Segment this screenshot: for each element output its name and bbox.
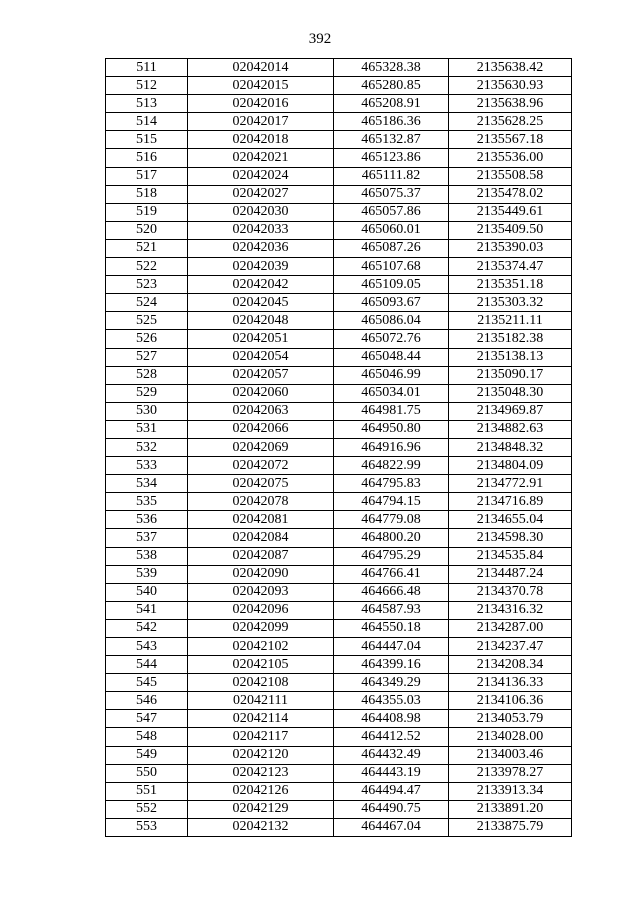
y-coordinate-cell: 2135211.11 bbox=[449, 312, 572, 330]
point-id-cell: 02042018 bbox=[188, 131, 334, 149]
row-number-cell: 526 bbox=[106, 330, 188, 348]
y-coordinate-cell: 2134882.63 bbox=[449, 420, 572, 438]
point-id-cell: 02042060 bbox=[188, 384, 334, 402]
row-number-cell: 521 bbox=[106, 239, 188, 257]
table-row bbox=[106, 475, 572, 493]
table-row bbox=[106, 131, 572, 149]
row-number-cell: 552 bbox=[106, 800, 188, 818]
x-coordinate-cell: 465093.67 bbox=[334, 294, 449, 312]
row-number-cell: 528 bbox=[106, 366, 188, 384]
y-coordinate-cell: 2135449.61 bbox=[449, 203, 572, 221]
table-row bbox=[106, 764, 572, 782]
x-coordinate-cell: 464779.08 bbox=[334, 511, 449, 529]
y-coordinate-cell: 2134598.30 bbox=[449, 529, 572, 547]
y-coordinate-cell: 2133891.20 bbox=[449, 800, 572, 818]
table-row bbox=[106, 221, 572, 239]
point-id-cell: 02042090 bbox=[188, 565, 334, 583]
y-coordinate-cell: 2134237.47 bbox=[449, 638, 572, 656]
row-number-cell: 529 bbox=[106, 384, 188, 402]
table-row bbox=[106, 185, 572, 203]
y-coordinate-cell: 2134535.84 bbox=[449, 547, 572, 565]
table-row bbox=[106, 547, 572, 565]
row-number-cell: 537 bbox=[106, 529, 188, 547]
x-coordinate-cell: 464822.99 bbox=[334, 457, 449, 475]
table-row bbox=[106, 239, 572, 257]
table-row bbox=[106, 276, 572, 294]
point-id-cell: 02042102 bbox=[188, 638, 334, 656]
row-number-cell: 531 bbox=[106, 420, 188, 438]
table-row bbox=[106, 818, 572, 836]
x-coordinate-cell: 464467.04 bbox=[334, 818, 449, 836]
point-id-cell: 02042027 bbox=[188, 185, 334, 203]
row-number-cell: 513 bbox=[106, 95, 188, 113]
table-row bbox=[106, 77, 572, 95]
x-coordinate-cell: 465046.99 bbox=[334, 366, 449, 384]
y-coordinate-cell: 2135303.32 bbox=[449, 294, 572, 312]
x-coordinate-cell: 465034.01 bbox=[334, 384, 449, 402]
point-id-cell: 02042126 bbox=[188, 782, 334, 800]
table-row bbox=[106, 167, 572, 185]
x-coordinate-cell: 464916.96 bbox=[334, 438, 449, 456]
point-id-cell: 02042066 bbox=[188, 420, 334, 438]
point-id-cell: 02042016 bbox=[188, 95, 334, 113]
x-coordinate-cell: 465075.37 bbox=[334, 185, 449, 203]
point-id-cell: 02042099 bbox=[188, 619, 334, 637]
y-coordinate-cell: 2135638.96 bbox=[449, 95, 572, 113]
point-id-cell: 02042123 bbox=[188, 764, 334, 782]
point-id-cell: 02042120 bbox=[188, 746, 334, 764]
y-coordinate-cell: 2134106.36 bbox=[449, 692, 572, 710]
x-coordinate-cell: 465087.26 bbox=[334, 239, 449, 257]
y-coordinate-cell: 2134370.78 bbox=[449, 583, 572, 601]
table-row bbox=[106, 402, 572, 420]
row-number-cell: 553 bbox=[106, 818, 188, 836]
point-id-cell: 02042075 bbox=[188, 475, 334, 493]
table-row bbox=[106, 113, 572, 131]
point-id-cell: 02042063 bbox=[188, 402, 334, 420]
x-coordinate-cell: 465107.68 bbox=[334, 258, 449, 276]
point-id-cell: 02042051 bbox=[188, 330, 334, 348]
y-coordinate-cell: 2135536.00 bbox=[449, 149, 572, 167]
point-id-cell: 02042108 bbox=[188, 674, 334, 692]
table-row bbox=[106, 420, 572, 438]
coordinates-table-body bbox=[106, 59, 572, 837]
point-id-cell: 02042036 bbox=[188, 239, 334, 257]
row-number-cell: 546 bbox=[106, 692, 188, 710]
row-number-cell: 548 bbox=[106, 728, 188, 746]
point-id-cell: 02042021 bbox=[188, 149, 334, 167]
x-coordinate-cell: 464666.48 bbox=[334, 583, 449, 601]
row-number-cell: 524 bbox=[106, 294, 188, 312]
y-coordinate-cell: 2135630.93 bbox=[449, 77, 572, 95]
table-row bbox=[106, 728, 572, 746]
x-coordinate-cell: 464355.03 bbox=[334, 692, 449, 710]
table-row bbox=[106, 348, 572, 366]
table-row bbox=[106, 692, 572, 710]
point-id-cell: 02042087 bbox=[188, 547, 334, 565]
point-id-cell: 02042033 bbox=[188, 221, 334, 239]
x-coordinate-cell: 464494.47 bbox=[334, 782, 449, 800]
y-coordinate-cell: 2134316.32 bbox=[449, 601, 572, 619]
x-coordinate-cell: 464550.18 bbox=[334, 619, 449, 637]
x-coordinate-cell: 464950.80 bbox=[334, 420, 449, 438]
x-coordinate-cell: 465109.05 bbox=[334, 276, 449, 294]
point-id-cell: 02042042 bbox=[188, 276, 334, 294]
x-coordinate-cell: 464981.75 bbox=[334, 402, 449, 420]
table-row bbox=[106, 583, 572, 601]
table-row bbox=[106, 366, 572, 384]
point-id-cell: 02042096 bbox=[188, 601, 334, 619]
x-coordinate-cell: 465208.91 bbox=[334, 95, 449, 113]
row-number-cell: 511 bbox=[106, 59, 188, 77]
x-coordinate-cell: 465086.04 bbox=[334, 312, 449, 330]
row-number-cell: 535 bbox=[106, 493, 188, 511]
table-row bbox=[106, 565, 572, 583]
y-coordinate-cell: 2133875.79 bbox=[449, 818, 572, 836]
point-id-cell: 02042015 bbox=[188, 77, 334, 95]
table-row bbox=[106, 149, 572, 167]
y-coordinate-cell: 2134208.34 bbox=[449, 656, 572, 674]
row-number-cell: 517 bbox=[106, 167, 188, 185]
table-row bbox=[106, 457, 572, 475]
point-id-cell: 02042030 bbox=[188, 203, 334, 221]
y-coordinate-cell: 2134804.09 bbox=[449, 457, 572, 475]
table-row bbox=[106, 674, 572, 692]
x-coordinate-cell: 464408.98 bbox=[334, 710, 449, 728]
x-coordinate-cell: 464412.52 bbox=[334, 728, 449, 746]
x-coordinate-cell: 464795.29 bbox=[334, 547, 449, 565]
point-id-cell: 02042078 bbox=[188, 493, 334, 511]
row-number-cell: 516 bbox=[106, 149, 188, 167]
coordinates-table bbox=[105, 58, 572, 837]
row-number-cell: 543 bbox=[106, 638, 188, 656]
y-coordinate-cell: 2134969.87 bbox=[449, 402, 572, 420]
point-id-cell: 02042114 bbox=[188, 710, 334, 728]
x-coordinate-cell: 465111.82 bbox=[334, 167, 449, 185]
x-coordinate-cell: 465123.86 bbox=[334, 149, 449, 167]
point-id-cell: 02042048 bbox=[188, 312, 334, 330]
y-coordinate-cell: 2133913.34 bbox=[449, 782, 572, 800]
point-id-cell: 02042069 bbox=[188, 438, 334, 456]
y-coordinate-cell: 2135508.58 bbox=[449, 167, 572, 185]
table-row bbox=[106, 511, 572, 529]
point-id-cell: 02042024 bbox=[188, 167, 334, 185]
table-row bbox=[106, 312, 572, 330]
table-row bbox=[106, 59, 572, 77]
y-coordinate-cell: 2135048.30 bbox=[449, 384, 572, 402]
row-number-cell: 550 bbox=[106, 764, 188, 782]
row-number-cell: 514 bbox=[106, 113, 188, 131]
x-coordinate-cell: 464766.41 bbox=[334, 565, 449, 583]
y-coordinate-cell: 2134028.00 bbox=[449, 728, 572, 746]
row-number-cell: 549 bbox=[106, 746, 188, 764]
x-coordinate-cell: 464490.75 bbox=[334, 800, 449, 818]
y-coordinate-cell: 2134772.91 bbox=[449, 475, 572, 493]
y-coordinate-cell: 2134003.46 bbox=[449, 746, 572, 764]
table-row bbox=[106, 710, 572, 728]
x-coordinate-cell: 465280.85 bbox=[334, 77, 449, 95]
point-id-cell: 02042081 bbox=[188, 511, 334, 529]
y-coordinate-cell: 2134287.00 bbox=[449, 619, 572, 637]
row-number-cell: 538 bbox=[106, 547, 188, 565]
point-id-cell: 02042057 bbox=[188, 366, 334, 384]
table-row bbox=[106, 746, 572, 764]
point-id-cell: 02042129 bbox=[188, 800, 334, 818]
table-row bbox=[106, 656, 572, 674]
y-coordinate-cell: 2134487.24 bbox=[449, 565, 572, 583]
x-coordinate-cell: 464349.29 bbox=[334, 674, 449, 692]
y-coordinate-cell: 2135090.17 bbox=[449, 366, 572, 384]
point-id-cell: 02042132 bbox=[188, 818, 334, 836]
table-row bbox=[106, 258, 572, 276]
row-number-cell: 518 bbox=[106, 185, 188, 203]
point-id-cell: 02042014 bbox=[188, 59, 334, 77]
table-row bbox=[106, 438, 572, 456]
row-number-cell: 533 bbox=[106, 457, 188, 475]
y-coordinate-cell: 2134655.04 bbox=[449, 511, 572, 529]
x-coordinate-cell: 465132.87 bbox=[334, 131, 449, 149]
point-id-cell: 02042039 bbox=[188, 258, 334, 276]
x-coordinate-cell: 465048.44 bbox=[334, 348, 449, 366]
y-coordinate-cell: 2135638.42 bbox=[449, 59, 572, 77]
y-coordinate-cell: 2134848.32 bbox=[449, 438, 572, 456]
x-coordinate-cell: 464447.04 bbox=[334, 638, 449, 656]
row-number-cell: 547 bbox=[106, 710, 188, 728]
page-number: 392 bbox=[308, 31, 332, 47]
y-coordinate-cell: 2134716.89 bbox=[449, 493, 572, 511]
row-number-cell: 522 bbox=[106, 258, 188, 276]
row-number-cell: 530 bbox=[106, 402, 188, 420]
x-coordinate-cell: 464432.49 bbox=[334, 746, 449, 764]
table-row bbox=[106, 601, 572, 619]
x-coordinate-cell: 464794.15 bbox=[334, 493, 449, 511]
row-number-cell: 541 bbox=[106, 601, 188, 619]
x-coordinate-cell: 465328.38 bbox=[334, 59, 449, 77]
point-id-cell: 02042105 bbox=[188, 656, 334, 674]
row-number-cell: 539 bbox=[106, 565, 188, 583]
row-number-cell: 534 bbox=[106, 475, 188, 493]
y-coordinate-cell: 2135390.03 bbox=[449, 239, 572, 257]
x-coordinate-cell: 465060.01 bbox=[334, 221, 449, 239]
row-number-cell: 525 bbox=[106, 312, 188, 330]
point-id-cell: 02042045 bbox=[188, 294, 334, 312]
row-number-cell: 520 bbox=[106, 221, 188, 239]
point-id-cell: 02042084 bbox=[188, 529, 334, 547]
table-row bbox=[106, 384, 572, 402]
table-row bbox=[106, 800, 572, 818]
y-coordinate-cell: 2135478.02 bbox=[449, 185, 572, 203]
row-number-cell: 532 bbox=[106, 438, 188, 456]
x-coordinate-cell: 464587.93 bbox=[334, 601, 449, 619]
row-number-cell: 551 bbox=[106, 782, 188, 800]
table-row bbox=[106, 782, 572, 800]
y-coordinate-cell: 2135409.50 bbox=[449, 221, 572, 239]
row-number-cell: 536 bbox=[106, 511, 188, 529]
y-coordinate-cell: 2135567.18 bbox=[449, 131, 572, 149]
table-row bbox=[106, 638, 572, 656]
point-id-cell: 02042072 bbox=[188, 457, 334, 475]
row-number-cell: 523 bbox=[106, 276, 188, 294]
y-coordinate-cell: 2135628.25 bbox=[449, 113, 572, 131]
row-number-cell: 512 bbox=[106, 77, 188, 95]
row-number-cell: 519 bbox=[106, 203, 188, 221]
point-id-cell: 02042017 bbox=[188, 113, 334, 131]
y-coordinate-cell: 2135138.13 bbox=[449, 348, 572, 366]
x-coordinate-cell: 464399.16 bbox=[334, 656, 449, 674]
point-id-cell: 02042111 bbox=[188, 692, 334, 710]
table-row bbox=[106, 619, 572, 637]
y-coordinate-cell: 2134053.79 bbox=[449, 710, 572, 728]
x-coordinate-cell: 465057.86 bbox=[334, 203, 449, 221]
table-row bbox=[106, 294, 572, 312]
y-coordinate-cell: 2133978.27 bbox=[449, 764, 572, 782]
table-row bbox=[106, 529, 572, 547]
row-number-cell: 542 bbox=[106, 619, 188, 637]
point-id-cell: 02042117 bbox=[188, 728, 334, 746]
point-id-cell: 02042093 bbox=[188, 583, 334, 601]
y-coordinate-cell: 2135351.18 bbox=[449, 276, 572, 294]
point-id-cell: 02042054 bbox=[188, 348, 334, 366]
x-coordinate-cell: 465072.76 bbox=[334, 330, 449, 348]
row-number-cell: 545 bbox=[106, 674, 188, 692]
y-coordinate-cell: 2135374.47 bbox=[449, 258, 572, 276]
y-coordinate-cell: 2135182.38 bbox=[449, 330, 572, 348]
x-coordinate-cell: 464800.20 bbox=[334, 529, 449, 547]
x-coordinate-cell: 464443.19 bbox=[334, 764, 449, 782]
table-row bbox=[106, 95, 572, 113]
row-number-cell: 527 bbox=[106, 348, 188, 366]
table-row bbox=[106, 493, 572, 511]
row-number-cell: 540 bbox=[106, 583, 188, 601]
x-coordinate-cell: 464795.83 bbox=[334, 475, 449, 493]
y-coordinate-cell: 2134136.33 bbox=[449, 674, 572, 692]
row-number-cell: 544 bbox=[106, 656, 188, 674]
x-coordinate-cell: 465186.36 bbox=[334, 113, 449, 131]
table-row bbox=[106, 330, 572, 348]
table-row bbox=[106, 203, 572, 221]
row-number-cell: 515 bbox=[106, 131, 188, 149]
